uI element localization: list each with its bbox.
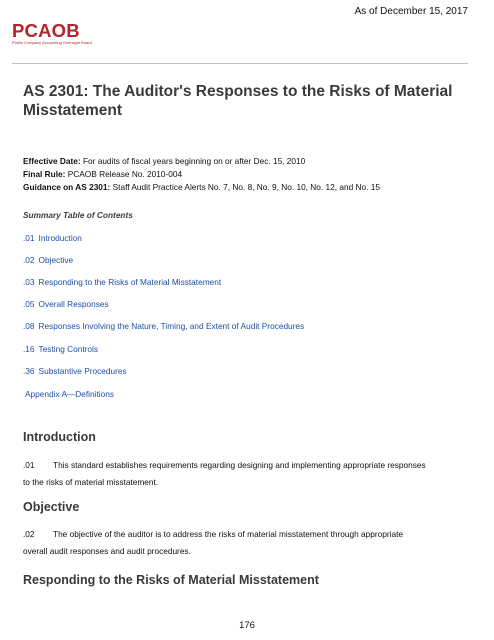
toc-link-responding[interactable] — [23, 277, 221, 287]
guidance-label: Guidance on AS 2301: — [23, 182, 111, 192]
pcaob-logo — [12, 22, 92, 46]
effective-date-label: Effective Date: — [23, 156, 81, 166]
section-heading-objective: Objective — [23, 500, 80, 514]
section-heading-introduction: Introduction — [23, 430, 96, 444]
toc-label: Responses Involving the Nature, Timing, and Extent of Audit Procedures — [38, 321, 305, 331]
toc-label: Appendix A—Definitions — [25, 389, 115, 399]
toc-link-nature-timing-extent[interactable] — [23, 321, 304, 331]
toc-label: Overall Responses — [38, 299, 109, 309]
section-heading-responding: Responding to the Risks of Material Misstatement — [23, 573, 319, 587]
toc-number: .08 — [23, 321, 35, 331]
final-rule-value: PCAOB Release No. 2010-004 — [67, 169, 183, 179]
paragraph-text-continued: overall audit responses and audit procedures. — [23, 546, 191, 556]
toc-link-appendix-a[interactable] — [25, 389, 114, 399]
header-divider — [12, 63, 468, 64]
paragraph-text: This standard establishes requirements regarding designing and implementing appropriate responses — [53, 460, 426, 470]
effective-date-row — [23, 155, 380, 168]
toc-number: .16 — [23, 344, 35, 354]
guidance-row — [23, 181, 380, 194]
toc-label: Objective — [38, 255, 74, 265]
toc-label: Testing Controls — [38, 344, 99, 354]
as-of-date: As of December 15, 2017 — [354, 6, 468, 17]
summary-toc-title: Summary Table of Contents — [23, 210, 133, 220]
page-number: 176 — [239, 620, 255, 631]
toc-link-substantive-procedures[interactable] — [23, 366, 127, 376]
page-title: AS 2301: The Auditor's Responses to the Risks of Material Misstatement — [23, 83, 453, 119]
toc-number: .02 — [23, 255, 35, 265]
toc-label: Responding to the Risks of Material Misstatement — [38, 277, 222, 287]
guidance-value: Staff Audit Practice Alerts No. 7, No. 8, No. 9, No. 10, No. 12, and No. 15 — [112, 182, 380, 192]
final-rule-label: Final Rule: — [23, 169, 66, 179]
toc-number: .36 — [23, 366, 35, 376]
paragraph-text-continued: to the risks of material misstatement. — [23, 477, 159, 487]
toc-label: Introduction — [38, 233, 82, 243]
paragraph-02 — [23, 526, 463, 560]
paragraph-text: The objective of the auditor is to address the risks of material misstatement through appropriate — [53, 529, 404, 539]
final-rule-row — [23, 168, 380, 181]
standard-metadata — [23, 155, 380, 194]
toc-link-objective[interactable] — [23, 255, 73, 265]
paragraph-number: .01 — [23, 460, 35, 470]
paragraph-01 — [23, 457, 463, 491]
toc-number: .01 — [23, 233, 35, 243]
toc-link-testing-controls[interactable] — [23, 344, 98, 354]
toc-number: .05 — [23, 299, 35, 309]
paragraph-number: .02 — [23, 529, 35, 539]
logo-wordmark: PCAOB — [12, 20, 80, 41]
effective-date-value: For audits of fiscal years beginning on or after Dec. 15, 2010 — [82, 156, 306, 166]
logo-tagline: Public Company Accounting Oversight Board — [12, 40, 92, 45]
toc-label: Substantive Procedures — [38, 366, 127, 376]
toc-link-introduction[interactable] — [23, 233, 82, 243]
toc-number: .03 — [23, 277, 35, 287]
toc-link-overall-responses[interactable] — [23, 299, 109, 309]
